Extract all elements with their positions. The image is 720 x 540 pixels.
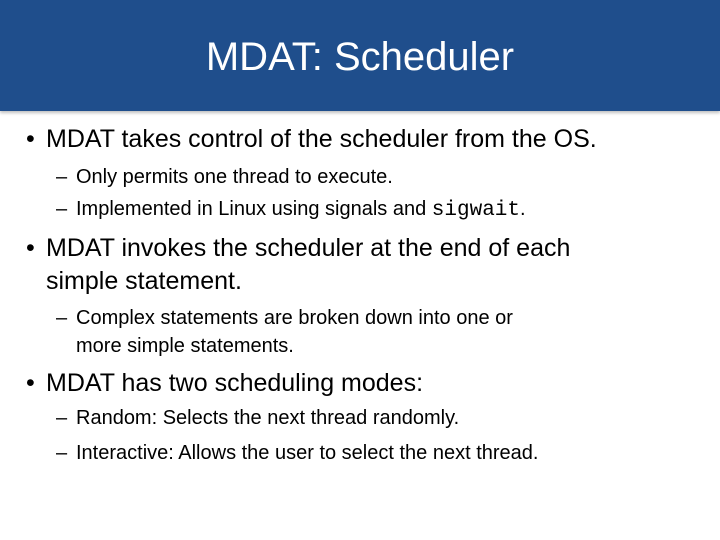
subitem-text: Implemented in Linux using signals and	[76, 198, 432, 220]
bullet-marker: •	[26, 369, 35, 397]
subitem-text-end: .	[520, 198, 526, 220]
bullet-item-scheduling-modes	[26, 367, 696, 400]
sub-marker: –	[56, 307, 68, 329]
subitem-linux-signals	[56, 195, 696, 225]
sub-marker: –	[56, 407, 68, 429]
subitem-interactive-mode	[56, 439, 696, 467]
sub-marker: –	[56, 442, 68, 464]
subitem-text-line-1: Complex statements are broken down into one or	[76, 307, 513, 329]
subitem-text: Only permits one thread to execute.	[76, 166, 393, 188]
sub-marker: –	[56, 166, 68, 188]
subitem-complex-statements	[56, 304, 696, 360]
bullet-marker: •	[26, 125, 35, 153]
bullet-text: MDAT takes control of the scheduler from the OS.	[46, 125, 597, 153]
subitem-text: Random: Selects the next thread randomly.	[76, 407, 460, 429]
subitem-text-line-2: more simple statements.	[76, 335, 294, 357]
subitem-one-thread	[56, 163, 696, 191]
code-sigwait: sigwait	[431, 199, 520, 222]
subitem-text: Interactive: Allows the user to select the next thread.	[76, 442, 539, 464]
bullet-item-scheduler-control	[26, 123, 696, 156]
bullet-text-line-1: MDAT invokes the scheduler at the end of each	[46, 234, 571, 262]
bullet-text: MDAT has two scheduling modes:	[46, 369, 424, 397]
sub-marker: –	[56, 198, 68, 220]
bullet-text-line-2: simple statement.	[46, 267, 242, 295]
slide-title: MDAT: Scheduler	[205, 35, 515, 79]
bullet-item-invokes-scheduler	[26, 232, 696, 298]
subitem-random-mode	[56, 404, 696, 432]
bullet-marker: •	[26, 234, 35, 262]
